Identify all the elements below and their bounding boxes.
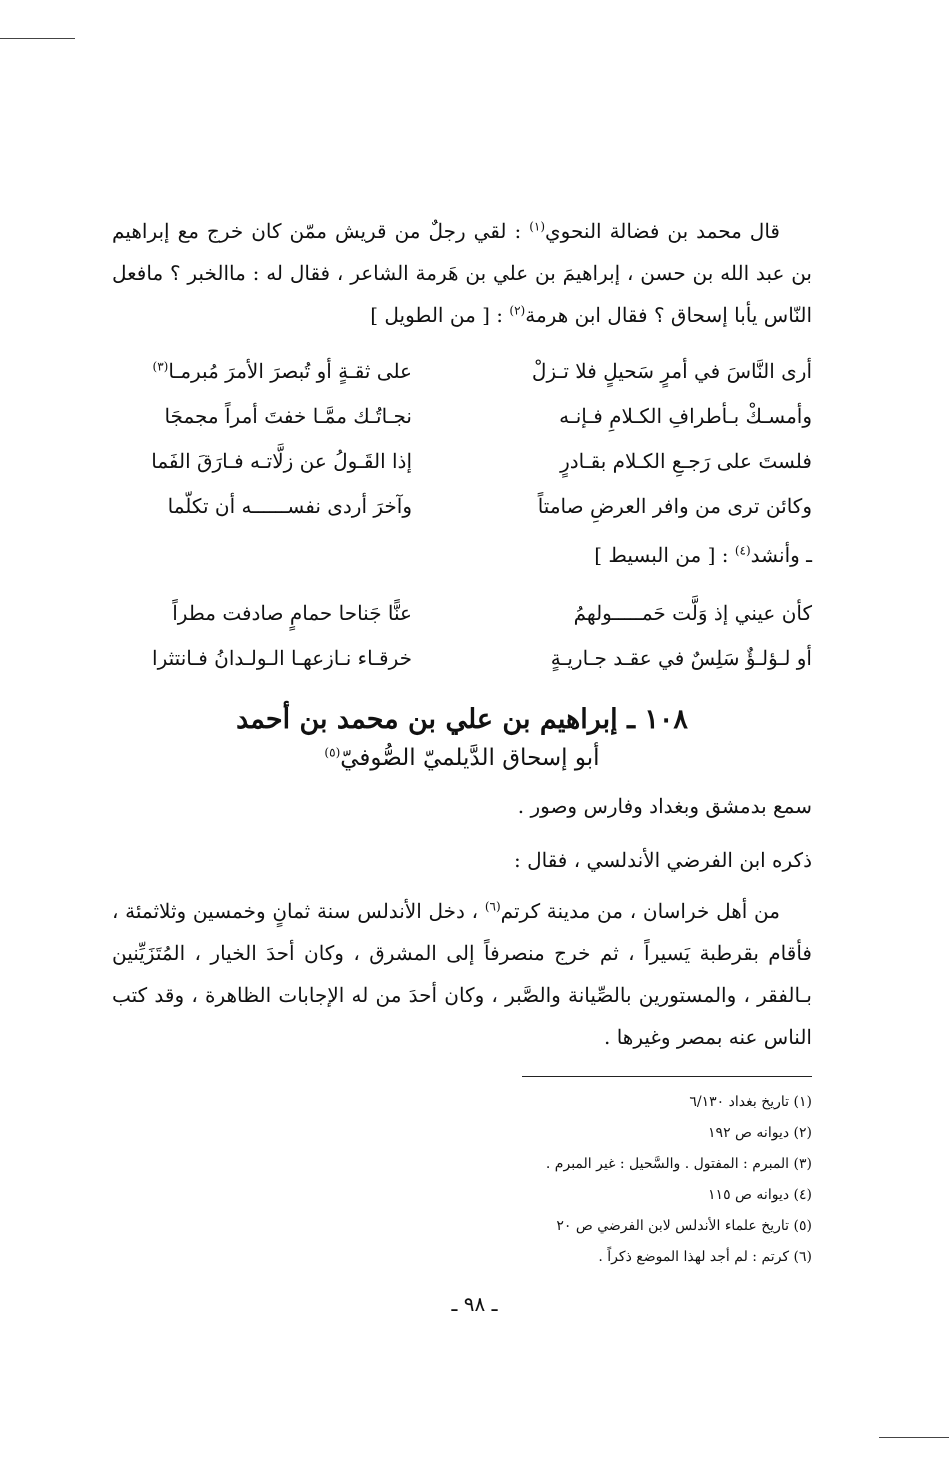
intro-paragraph bbox=[112, 210, 812, 336]
hemistich-second: نجـاتُـك ممَّـا خفتَ أمراً مجمجَا bbox=[164, 403, 412, 428]
recite-text: ـ وأنشد bbox=[750, 543, 812, 567]
hemistich-second bbox=[112, 359, 412, 383]
meter-label: : [ من البسيط ] bbox=[594, 543, 735, 567]
footnote: (٥) تاريخ علماء الأندلس لابن الفرضي ص ٢٠ bbox=[556, 1218, 812, 1234]
entry-heading bbox=[112, 700, 812, 776]
hemistich-first: أو لـؤلـؤٌ سَلِسٌ في عقـد جـاريـةٍ bbox=[550, 645, 812, 670]
verse-row bbox=[112, 348, 812, 393]
hemistich-second: خرقـاء نـازعهـا الـولـدانُ فـانتثرا bbox=[152, 645, 412, 670]
body-text-b: ، دخل الأندلس سنة ثمانٍ وخمسين وثلاثمئة ، فأقام بقرطبة يَسيراً ، ثم خرج منصرفاً إلى المشرق ، وكان أحدَ الخيار ، المُتَزَيِّنين بـالفقر ، والمستورين بالصِّيانة والصَّبر ، وكان أحدَ من له الإجابات الظاهرة ، وقد كتب الناس عنه بمصر وغيرها . bbox=[112, 899, 812, 1049]
hemistich-second: عنًّا جَناحا حمامٍ صادفت مطراً bbox=[172, 600, 412, 625]
verse-row bbox=[112, 635, 812, 680]
footnote: (٤) ديوانه ص ١١٥ bbox=[708, 1187, 812, 1203]
hemistich-first: كأن عيني إذ وَلَّت حَمـــــولهمُ bbox=[573, 600, 812, 625]
body-text-a: من أهل خراسان ، من مدينة كرتم bbox=[500, 899, 780, 923]
poem-1 bbox=[112, 348, 812, 528]
footnote-ref-6: (٦) bbox=[484, 899, 501, 914]
body-paragraph bbox=[112, 890, 812, 1058]
poem-2 bbox=[112, 590, 812, 680]
verse-row bbox=[112, 483, 812, 528]
body-line-1: سمع بدمشق وبغداد وفارس وصور . bbox=[517, 794, 812, 818]
meter-label: : [ من الطويل ] bbox=[370, 303, 510, 327]
footnote-ref-4: (٤) bbox=[734, 543, 751, 558]
intro-text-2: : لقي رجلٌ من قريش ممّن كان خرج مع إبراهيم بن عبد الله بن حسن ، إبراهيمَ بن علي بن هَرمة الشاعر ، فقال له : ماالخبر ؟ مافعل النّاس يأبا إسحاق ؟ فقال ابن هرمة bbox=[112, 219, 813, 327]
footnote-ref-1: (١) bbox=[529, 219, 546, 234]
page-number: ـ ٩٨ ـ bbox=[451, 1292, 498, 1316]
footnote-rule bbox=[522, 1076, 812, 1077]
verse-row bbox=[112, 393, 812, 438]
hemistich-text: على ثقـةٍ أو تُبصرَ الأمرَ مُبرمـا bbox=[168, 358, 412, 383]
hemistich-first: وأمسـكْ بـأطرافِ الكـلامِ فـإنـه bbox=[559, 403, 812, 428]
footnote-ref-2: (٢) bbox=[509, 303, 526, 318]
corner-rule-top bbox=[0, 38, 75, 39]
body-line-2: ذكره ابن الفرضي الأندلسي ، فقال : bbox=[513, 848, 812, 872]
footnote: (٢) ديوانه ص ١٩٢ bbox=[708, 1125, 812, 1141]
hemistich-first: وكائن ترى من وافر العرضِ صامتاً bbox=[537, 493, 812, 518]
footnote: (٣) المبرم : المفتول . والسَّحيل : غير المبرم . bbox=[545, 1156, 812, 1172]
intro-text: قال محمد بن فضالة النحوي bbox=[545, 219, 780, 243]
verse-row bbox=[112, 438, 812, 483]
footnotes bbox=[112, 1087, 812, 1273]
hemistich-first: أرى النَّاسَ في أمرٍ سَحيلٍ فلا تـزلْ bbox=[531, 358, 812, 383]
footnote: (٦) كرتم : لم أجد لهذا الموضع ذكراً . bbox=[598, 1249, 812, 1265]
hemistich-second: إذا القَـولُ عن زلَّاتـه فـارَقَ الفَما bbox=[151, 448, 412, 473]
entry-subtitle-text: أبو إسحاق الدَّيلميّ الصُّوفيّ bbox=[340, 745, 600, 771]
footnote-ref-3: (٣) bbox=[152, 358, 169, 373]
verse-row bbox=[112, 590, 812, 635]
entry-subtitle bbox=[112, 740, 812, 776]
footnote: (١) تاريخ بغداد ٦/١٣٠ bbox=[689, 1094, 812, 1110]
hemistich-second: وآخرَ أردى نفســــــه أن تكلّما bbox=[167, 493, 412, 518]
recite-line bbox=[112, 532, 812, 578]
hemistich-first: فلستَ على رَجـعِ الكـلام بقـادرٍ bbox=[560, 448, 812, 473]
page-body bbox=[112, 210, 812, 1273]
entry-title: ١٠٨ ـ إبراهيم بن علي بن محمد بن أحمد bbox=[236, 704, 688, 735]
footnote-ref-5: (٥) bbox=[324, 745, 341, 760]
corner-rule-bottom bbox=[879, 1437, 949, 1438]
